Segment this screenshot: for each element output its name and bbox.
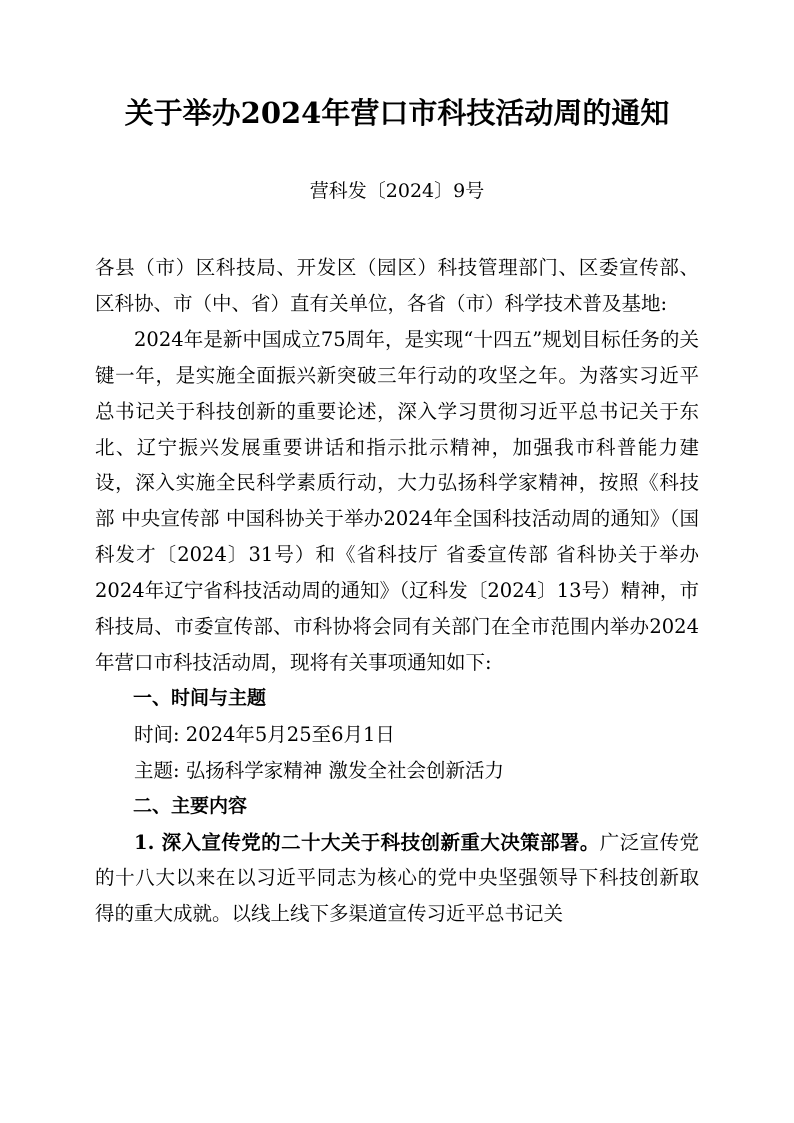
document-number: 营科发〔2024〕9号 (309, 180, 485, 202)
section-1-heading: 一、时间与主题 (133, 686, 267, 709)
theme-line: 主题: 弘扬科学家精神 激发全社会创新活力 (134, 758, 504, 782)
item-1-text: 广泛宣传党的十八大以来在以习近平同志为核心的党中央坚强领导下科技创新取得的重大成就。以线上线下多渠道宣传习近平总书记关 (95, 830, 699, 926)
document-title: 关于举办2024年营口市科技活动周的通知 (124, 96, 670, 130)
salutation: 各县（市）区科技局、开发区（园区）科技管理部门、区委宣传部、区科协、市（中、省）直有关单位，各省（市）科学技术普及基地: (95, 256, 699, 315)
section-2-item-1 (95, 825, 699, 933)
time-line: 时间: 2024年5月25至6月1日 (134, 722, 395, 746)
intro-paragraph: 2024年是新中国成立75周年，是实现“十四五”规划目标任务的关键一年，是实施全面振兴新突破三年行动的攻坚之年。为落实习近平总书记关于科技创新的重要论述，深入学习贯彻习近平总书记关于东北、辽宁振兴发展重要讲话和指示批示精神，加强我市科普能力建设，深入实施全民科学素质行动，大力弘扬科学家精神，按照《科技部 中央宣传部 中国科协关于举办2024年全国科技活动周的通知》（国科发才〔2024〕31号）和《省科技厅 省委宣传部 省科协关于举办2024年辽宁省科技活动周的通知》（辽科发〔2024〕13号）精神，市科技局、市委宣传部、市科协将会同有关部门在全市范围内举办2024年营口市科技活动周，现将有关事项通知如下: (95, 327, 699, 674)
section-2-heading: 二、主要内容 (133, 794, 248, 817)
document-body (95, 250, 699, 932)
item-1-lead: 1. 深入宣传党的二十大关于科技创新重大决策部署。 (134, 830, 600, 854)
